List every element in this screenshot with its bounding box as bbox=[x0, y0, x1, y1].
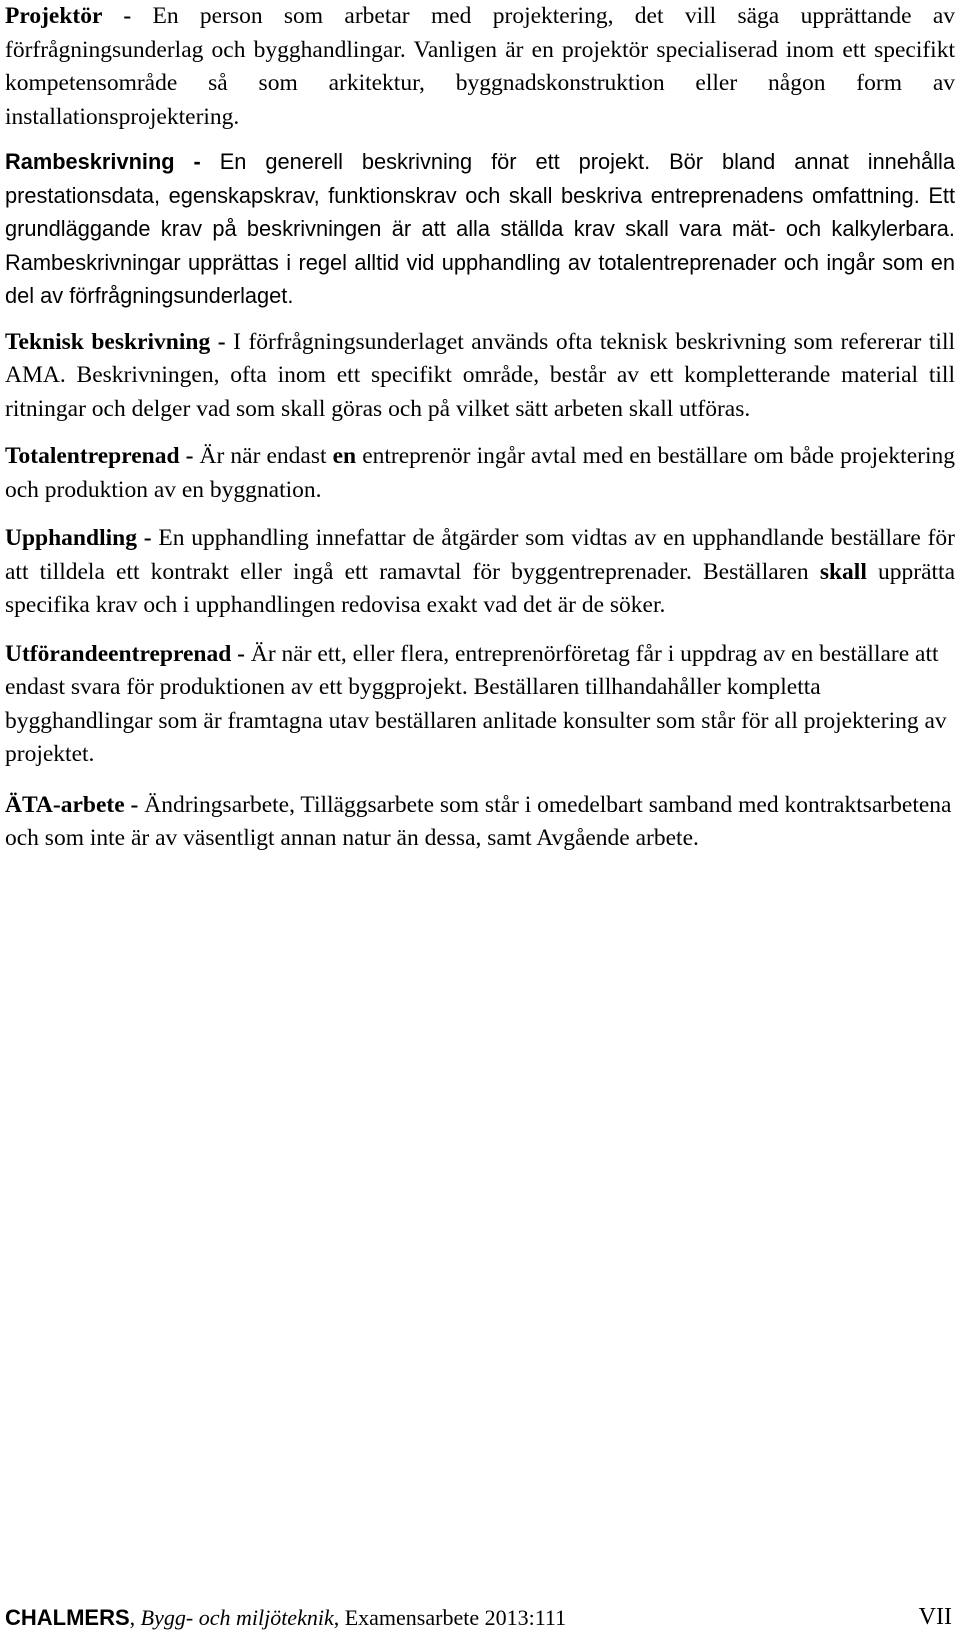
glossary-definition: En generell beskrivning för ett projekt. Bör bland annat innehålla prestationsdata, egenskapskrav, funktionskrav och skall beskriva entreprenadens omfattning. Ett grundläggande krav på beskrivningen är att alla ställda krav skall vara mät- och kalkylerbara. Rambeskrivningar upprättas i regel alltid vid upphandling av totalentreprenader och ingår som en del av förfrågningsunderlaget. bbox=[5, 149, 955, 308]
glossary-term: ÄTA-arbete - bbox=[5, 791, 145, 818]
glossary-entry-rambeskrivning bbox=[5, 145, 955, 313]
glossary-term: Rambeskrivning - bbox=[5, 149, 220, 174]
glossary-definition-end: entreprenör ingår avtal med en beställare om både projektering och produktion av en byggnation. bbox=[5, 443, 955, 503]
glossary-term: Teknisk beskrivning - bbox=[5, 328, 234, 355]
glossary-list bbox=[5, 0, 955, 856]
glossary-entry-projektor bbox=[5, 0, 955, 134]
glossary-definition-start: En upphandling innefattar de åtgärder som vidtas av en upphandlande beställare för att tilldela ett kontrakt eller ingå ett ramavtal för byggentreprenader. Beställaren bbox=[5, 525, 955, 585]
page-footer bbox=[5, 1597, 952, 1631]
page-number: VII bbox=[918, 1604, 952, 1630]
glossary-definition-end: upprätta specifika krav och i upphandlingen redovisa exakt vad det är de söker. bbox=[5, 558, 955, 618]
glossary-definition: Ändringsarbete, Tilläggsarbete som står i omedelbart samband med kontraktsarbetena och som inte är av väsentligt annan natur än dessa, samt Avgående arbete. bbox=[5, 791, 952, 851]
glossary-definition: I förfrågningsunderlaget används ofta teknisk beskrivning som refererar till AMA. Beskrivningen, ofta inom ett specifikt område, består av ett kompletterande material till ritningar och delger vad som skall göras och på vilket sätt arbeten skall utföras. bbox=[5, 328, 956, 422]
glossary-definition-start: Är när endast bbox=[199, 443, 333, 469]
footer-department: Bygg- och miljöteknik bbox=[140, 1605, 334, 1630]
footer-organization: CHALMERS bbox=[5, 1605, 130, 1630]
glossary-term: Totalentreprenad - bbox=[5, 443, 200, 469]
glossary-entry-ata-arbete bbox=[5, 789, 955, 856]
footer-separator: , bbox=[129, 1605, 141, 1630]
glossary-term: Upphandling - bbox=[5, 525, 159, 551]
glossary-term: Utförandeentreprenad - bbox=[5, 640, 251, 667]
glossary-term: Projektör - bbox=[5, 3, 153, 29]
glossary-emphasis: skall bbox=[819, 558, 867, 585]
glossary-entry-teknisk-beskrivning bbox=[5, 326, 955, 427]
footer-thesis: , Examensarbete 2013:111 bbox=[333, 1605, 567, 1630]
glossary-definition: En person som arbetar med projektering, det vill säga upprättande av förfrågningsunderlag och bygghandlingar. Vanligen är en projektör specialiserad inom ett specifikt kompetensområde så som arkitektur, byggnadskonstruktion eller någon form av installationsprojektering. bbox=[5, 3, 955, 130]
footer-citation bbox=[5, 1605, 566, 1631]
glossary-definition: Är när ett, eller flera, entreprenörföretag får i uppdrag av en beställare att endast svara för produktionen av ett byggprojekt. Beställaren tillhandahåller kompletta bygghandlingar som är framtagna utav beställaren anlitade konsulter som står för all projektering av projektet. bbox=[5, 640, 947, 767]
glossary-emphasis: en bbox=[332, 443, 357, 469]
glossary-entry-totalentreprenad bbox=[5, 440, 955, 507]
glossary-entry-upphandling bbox=[5, 522, 955, 623]
glossary-entry-utforandeentreprenad bbox=[5, 638, 955, 772]
